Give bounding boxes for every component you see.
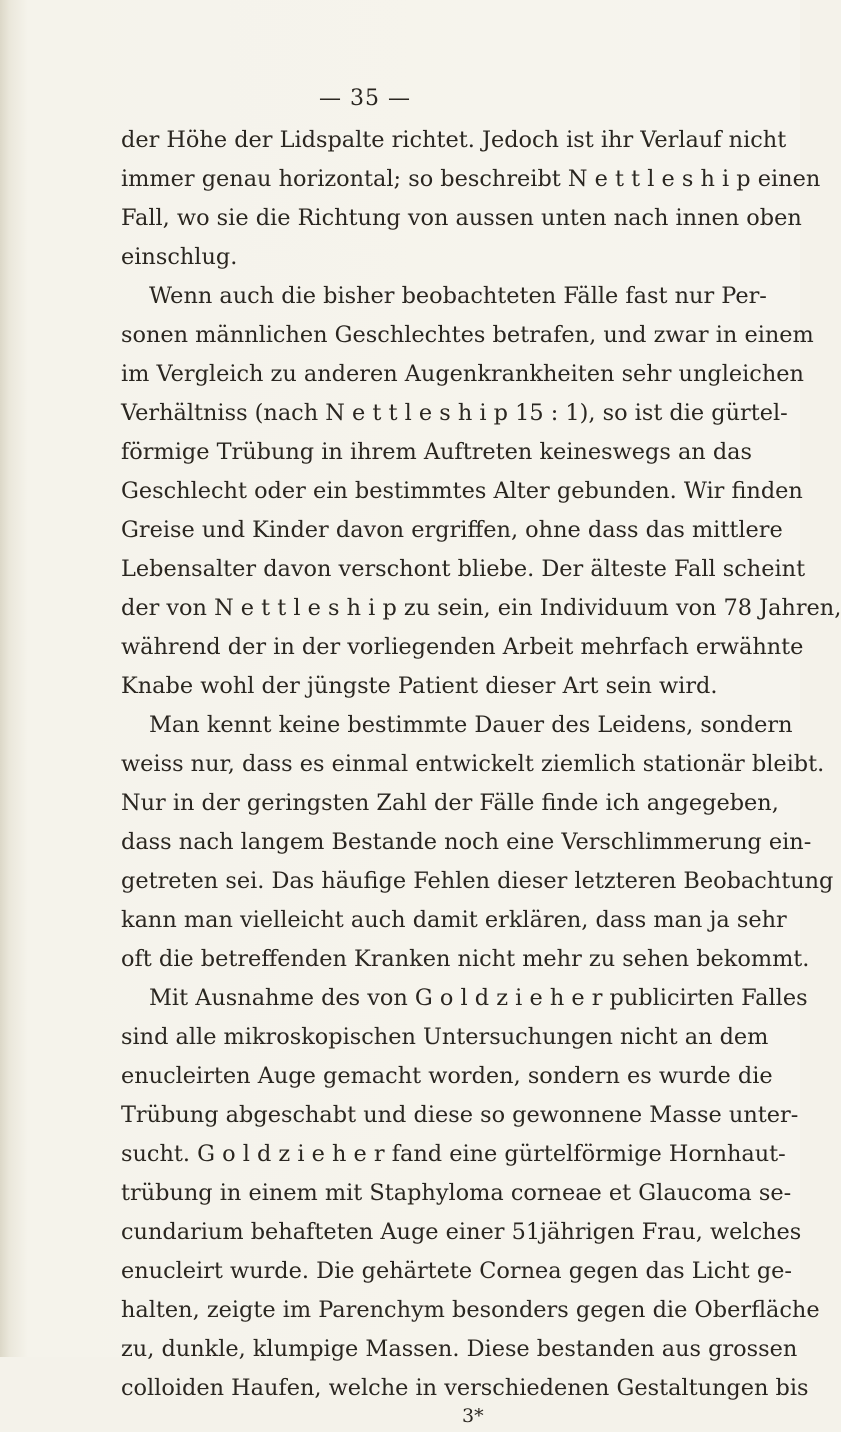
text-line: Geschlecht oder ein bestimmtes Alter gebunden. Wir finden	[121, 478, 803, 504]
text-line: cundarium behafteten Auge einer 51jährigen Frau, welches	[121, 1219, 802, 1245]
text-line: im Vergleich zu anderen Augenkrankheiten sehr ungleichen	[121, 361, 804, 387]
text-line: Mit Ausnahme des von G o l d z i e h e r publicirten Falles	[149, 985, 808, 1011]
text-line: weiss nur, dass es einmal entwickelt ziemlich stationär bleibt.	[121, 751, 825, 777]
page-number: — 35 —	[319, 86, 411, 111]
text-line: zu, dunkle, klumpige Massen. Diese bestanden aus grossen	[121, 1336, 798, 1362]
signature-mark: 3*	[462, 1405, 484, 1427]
text-line: getreten sei. Das häufige Fehlen dieser letzteren Beobachtung	[121, 868, 834, 894]
text-line: Lebensalter davon verschont bliebe. Der älteste Fall scheint	[121, 556, 806, 582]
text-line: Trübung abgeschabt und diese so gewonnene Masse unter-	[121, 1102, 799, 1128]
text-line: sonen männlichen Geschlechtes betrafen, und zwar in einem	[121, 322, 814, 348]
text-line: immer genau horizontal; so beschreibt N e t t l e s h i p einen	[121, 166, 821, 192]
text-line: Verhältniss (nach N e t t l e s h i p 15 : 1), so ist die gürtel-	[121, 400, 788, 426]
text-line: sind alle mikroskopischen Untersuchungen nicht an dem	[121, 1024, 769, 1050]
text-line: der Höhe der Lidspalte richtet. Jedoch ist ihr Verlauf nicht	[121, 127, 787, 153]
text-line: während der in der vorliegenden Arbeit mehrfach erwähnte	[121, 634, 804, 660]
text-line: halten, zeigte im Parenchym besonders gegen die Oberfläche	[121, 1297, 820, 1323]
text-line: Nur in der geringsten Zahl der Fälle finde ich angegeben,	[121, 790, 779, 816]
text-line: der von N e t t l e s h i p zu sein, ein Individuum von 78 Jahren,	[121, 595, 841, 621]
text-line: Man kennt keine bestimmte Dauer des Leidens, sondern	[149, 712, 793, 738]
text-line: Fall, wo sie die Richtung von aussen unten nach innen oben	[121, 205, 802, 231]
text-line: enucleirt wurde. Die gehärtete Cornea gegen das Licht ge-	[121, 1258, 792, 1284]
text-line: enucleirten Auge gemacht worden, sondern es wurde die	[121, 1063, 773, 1089]
text-line: Knabe wohl der jüngste Patient dieser Art sein wird.	[121, 673, 718, 699]
text-line: colloiden Haufen, welche in verschiedenen Gestaltungen bis	[121, 1375, 809, 1401]
text-line: förmige Trübung in ihrem Auftreten keineswegs an das	[121, 439, 753, 465]
text-line: sucht. G o l d z i e h e r fand eine gürtelförmige Hornhaut-	[121, 1141, 786, 1167]
signature-row	[121, 1405, 741, 1432]
text-line: trübung in einem mit Staphyloma corneae et Glaucoma se-	[121, 1180, 792, 1206]
text-line: dass nach langem Bestande noch eine Verschlimmerung ein-	[121, 829, 812, 855]
text-line: kann man vielleicht auch damit erklären, dass man ja sehr	[121, 907, 787, 933]
text-line: Greise und Kinder davon ergriffen, ohne dass das mittlere	[121, 517, 783, 543]
text-line: einschlug.	[121, 244, 238, 270]
body-text	[121, 121, 841, 1432]
text-line: oft die betreffenden Kranken nicht mehr zu sehen bekommt.	[121, 946, 810, 972]
text-line: Wenn auch die bisher beobachteten Fälle fast nur Per-	[149, 283, 767, 309]
